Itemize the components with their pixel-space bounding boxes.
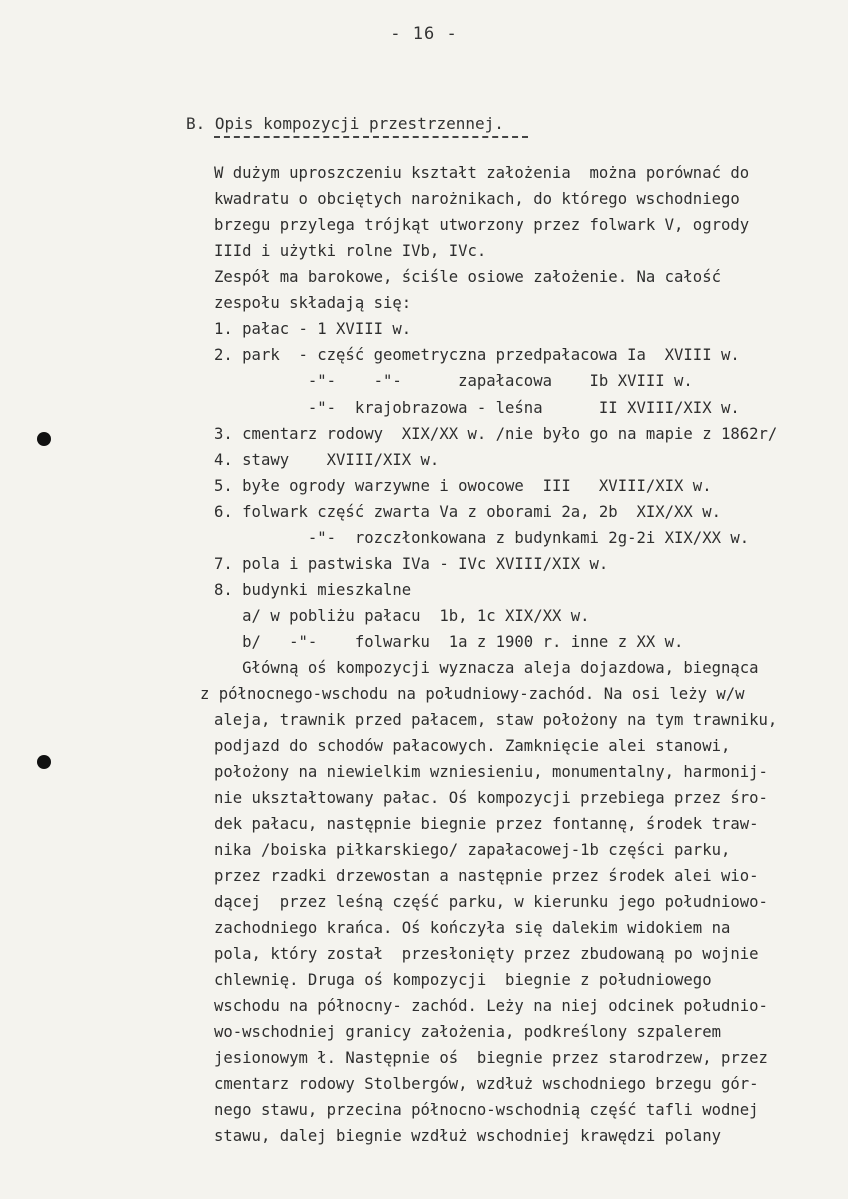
text-line: 1. pałac - 1 XVIII w.	[214, 320, 412, 338]
text-line: -"- -"- zapałacowa Ib XVIII w.	[214, 372, 693, 390]
text-line: dącej przez leśną część parku, w kierunku jego południowo-	[214, 893, 768, 911]
text-line: 6. folwark część zwarta Va z oborami 2a, 2b XIX/XX w.	[214, 503, 721, 521]
heading-underline	[214, 136, 528, 138]
text-line: 5. byłe ogrody warzywne i owocowe III XVIII/XIX w.	[214, 477, 712, 495]
text-line: 2. park - część geometryczna przedpałacowa Ia XVIII w.	[214, 346, 740, 364]
text-line: wschodu na północny- zachód. Leży na niej odcinek południo-	[214, 997, 768, 1015]
text-line: położony na niewielkim wzniesieniu, monumentalny, harmonij-	[214, 763, 768, 781]
text-line: z północnego-wschodu na południowy-zachód. Na osi leży w/w	[200, 685, 745, 703]
text-line: Główną oś kompozycji wyznacza aleja dojazdowa, biegnąca	[214, 659, 759, 677]
text-line: pola, który został przesłonięty przez zbudowaną po wojnie	[214, 945, 759, 963]
text-line: Zespół ma barokowe, ściśle osiowe założenie. Na całość	[214, 268, 721, 286]
text-line: jesionowym ł. Następnie oś biegnie przez starodrzew, przez	[214, 1049, 768, 1067]
text-line: W dużym uproszczeniu kształt założenia można porównać do	[214, 164, 750, 182]
text-line: stawu, dalej biegnie wzdłuż wschodniej krawędzi polany	[214, 1127, 721, 1145]
section-heading: B. Opis kompozycji przestrzennej.	[186, 114, 504, 133]
text-line: przez rzadki drzewostan a następnie przez środek alei wio-	[214, 867, 759, 885]
text-line: zachodniego krańca. Oś kończyła się dalekim widokiem na	[214, 919, 731, 937]
text-line: 3. cmentarz rodowy XIX/XX w. /nie było go na mapie z 1862r/	[214, 425, 778, 443]
text-line: nego stawu, przecina północno-wschodnią część tafli wodnej	[214, 1101, 759, 1119]
text-line: 7. pola i pastwiska IVa - IVc XVIII/XIX w.	[214, 555, 609, 573]
text-line: wo-wschodniej granicy założenia, podkreślony szpalerem	[214, 1023, 721, 1041]
text-line: zespołu składają się:	[214, 294, 412, 312]
text-line: nika /boiska piłkarskiego/ zapałacowej-1b części parku,	[214, 841, 731, 859]
text-line: nie ukształtowany pałac. Oś kompozycji przebiega przez śro-	[214, 789, 768, 807]
text-line: 4. stawy XVIII/XIX w.	[214, 451, 440, 469]
text-line: -"- rozczłonkowana z budynkami 2g-2i XIX/XX w.	[214, 529, 750, 547]
text-line: 8. budynki mieszkalne	[214, 581, 412, 599]
text-line: brzegu przylega trójkąt utworzony przez folwark V, ogrody	[214, 216, 750, 234]
text-line: b/ -"- folwarku 1a z 1900 r. inne z XX w.	[214, 633, 684, 651]
punch-hole-top	[37, 432, 51, 446]
text-line: cmentarz rodowy Stolbergów, wzdłuż wschodniego brzegu gór-	[214, 1075, 759, 1093]
text-line: a/ w pobliżu pałacu 1b, 1c XIX/XX w.	[214, 607, 590, 625]
text-line: podjazd do schodów pałacowych. Zamknięcie alei stanowi,	[214, 737, 731, 755]
text-line: kwadratu o obciętych narożnikach, do którego wschodniego	[214, 190, 740, 208]
text-line: -"- krajobrazowa - leśna II XVIII/XIX w.	[214, 399, 740, 417]
text-line: chlewnię. Druga oś kompozycji biegnie z południowego	[214, 971, 712, 989]
text-line: aleja, trawnik przed pałacem, staw położony na tym trawniku,	[214, 711, 778, 729]
punch-hole-bottom	[37, 755, 51, 769]
text-line: IIId i użytki rolne IVb, IVc.	[214, 242, 487, 260]
page-number: - 16 -	[390, 24, 458, 44]
text-line: dek pałacu, następnie biegnie przez fontannę, środek traw-	[214, 815, 759, 833]
